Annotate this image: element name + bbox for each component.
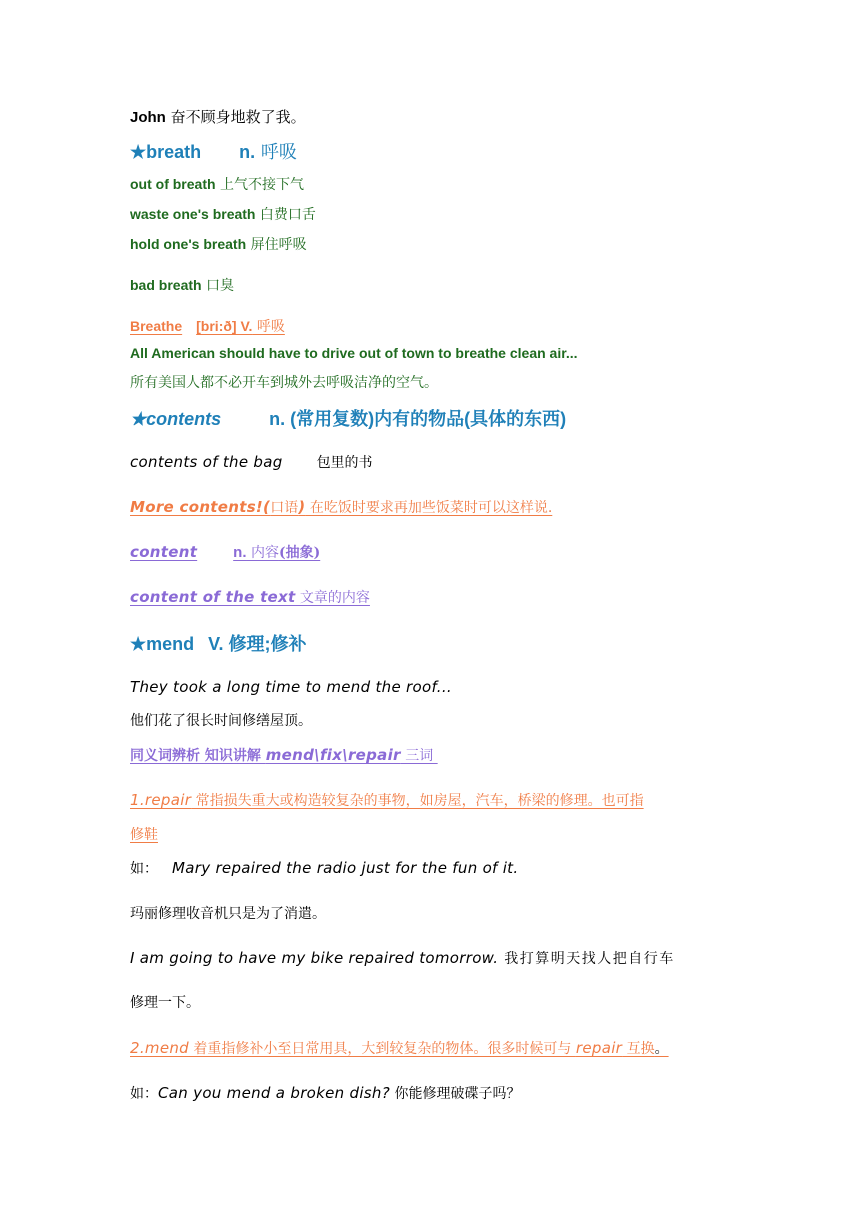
more-cn2: 在吃饭时要求再加些饭菜时可以这样说. <box>305 500 553 516</box>
contents-headword: ★contents <box>130 409 222 429</box>
breath-pos: n. <box>239 142 256 162</box>
phrase-cn: 口臭 <box>201 278 235 294</box>
phrase-bad-breath <box>130 275 234 295</box>
phrase-waste-breath <box>130 204 316 224</box>
mend-rule-cn: 着重指修补小至日常用具，大到较复杂的物体。很多时候可与 <box>188 1041 576 1057</box>
phrase-cn: 上气不接下气 <box>215 177 304 193</box>
breath-heading <box>130 138 297 164</box>
phrase-en: out of breath <box>130 176 216 192</box>
mend-rule-cn2: 互换 <box>622 1041 655 1057</box>
dish-cn: 你能修理破碟子吗？ <box>390 1086 521 1102</box>
mend-rule-end: 。 <box>654 1041 669 1057</box>
example-en: Mary repaired the radio just for the fun of it. <box>172 859 519 877</box>
more-contents-line <box>130 497 552 517</box>
contents-heading <box>130 405 566 431</box>
repair-example-en <box>130 858 518 878</box>
text-en: content of the text <box>130 588 296 606</box>
bike-en: I am going to have my bike repaired tomorrow. <box>130 949 499 967</box>
mend-heading <box>130 630 307 656</box>
intro-en: John <box>130 109 166 126</box>
phrase-cn: 屏住呼吸 <box>246 237 307 253</box>
content-text-line <box>130 587 370 607</box>
example-label: 如： <box>130 861 158 877</box>
content-pos: n. <box>233 544 247 561</box>
dish-en: Can you mend a broken dish? <box>158 1084 390 1102</box>
dish-line <box>130 1083 520 1103</box>
repair-rule-line2: 修鞋 <box>130 827 158 843</box>
content-cn: 内容 <box>246 545 279 561</box>
more-en2: ) <box>298 498 306 516</box>
breathe-entry <box>130 316 285 336</box>
contents-bag-line <box>130 452 373 472</box>
bag-en: contents of the bag <box>130 453 283 471</box>
phrase-cn: 白费口舌 <box>255 207 316 223</box>
repair-rule-cn: 常指损失重大或构造较复杂的事物，如房屋，汽车，桥梁的修理。也可指 <box>191 793 644 809</box>
mend-def: V. 修理;修补 <box>208 634 307 654</box>
repair-example-cn: 玛丽修理收音机只是为了消遣。 <box>130 906 326 922</box>
breath-headword: ★breath <box>130 142 202 162</box>
breathe-pron: [bri:ð] V. <box>196 318 253 334</box>
phrase-out-of-breath <box>130 174 304 194</box>
contents-def: n. (常用复数)内有的物品(具体的东西) <box>269 409 567 429</box>
bike-line2: 修理一下。 <box>130 995 200 1011</box>
phrase-hold-breath <box>130 234 307 254</box>
mend-rule-en: 2.mend <box>130 1039 189 1057</box>
roof-cn: 他们花了很长时间修缮屋顶。 <box>130 713 312 729</box>
example-breathe-en: All American should have to drive out of town to breathe clean air... <box>130 345 578 361</box>
mend-rule-en2: repair <box>575 1039 623 1057</box>
more-cn1: 口语 <box>270 500 299 516</box>
syn-cn: 同义词辨析 知识讲解 <box>130 748 266 764</box>
content-word: content <box>130 543 198 561</box>
example-breathe-cn: 所有美国人都不必开车到城外去呼吸洁净的空气。 <box>130 375 438 391</box>
repair-rule-line1 <box>130 790 644 810</box>
content-entry <box>130 542 320 562</box>
more-en: More contents!( <box>130 498 271 516</box>
bike-cn: 我打算明天找人把自行车 <box>498 951 675 967</box>
breathe-cn: 呼吸 <box>252 319 285 335</box>
repair-rule-en: 1.repair <box>130 791 192 809</box>
intro-cn: 奋不顾身地救了我。 <box>165 108 306 126</box>
breathe-word: Breathe <box>130 318 183 334</box>
phrase-en: waste one's breath <box>130 206 256 222</box>
phrase-en: hold one's breath <box>130 236 247 252</box>
syn-cn2: 三词 <box>400 748 438 764</box>
mend-rule-line <box>130 1038 669 1058</box>
intro-line <box>130 106 306 127</box>
syn-en: mend\fix\repair <box>265 746 401 764</box>
content-paren: (抽象) <box>278 545 321 561</box>
roof-en: They took a long time to mend the roof... <box>130 678 452 696</box>
phrase-en: bad breath <box>130 277 202 293</box>
synonym-heading <box>130 745 460 765</box>
bike-line <box>130 948 675 968</box>
breath-cn: 呼吸 <box>255 142 297 163</box>
mend-headword: ★mend <box>130 634 195 654</box>
dish-label: 如： <box>130 1086 158 1102</box>
text-cn: 文章的内容 <box>295 590 370 606</box>
bag-cn: 包里的书 <box>316 455 373 471</box>
